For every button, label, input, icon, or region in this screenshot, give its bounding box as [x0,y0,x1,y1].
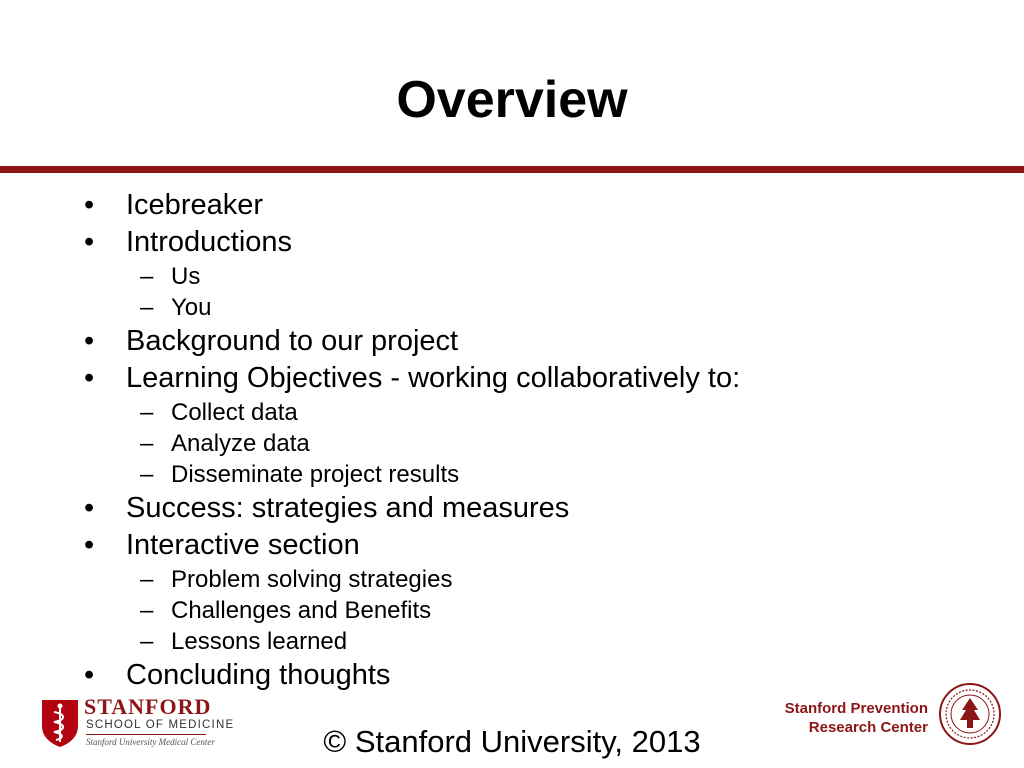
bullet-text: Background to our project [126,325,459,357]
sub-bullet-text: Lessons learned [171,628,348,655]
sub-bullet-text: Analyze data [171,430,310,457]
sub-bullet-item [82,627,982,656]
bullet-marker: • [84,659,95,691]
bullet-text: Learning Objectives - working collaboratively to: [126,362,741,394]
bullet-text: Interactive section [126,529,360,561]
dash-marker: – [140,566,154,593]
bullet-item [82,658,982,692]
dash-marker: – [140,430,154,457]
sub-bullet-text: You [171,294,212,321]
logo-school-text: SCHOOL OF MEDICINE [86,719,235,731]
bullet-marker: • [84,189,95,221]
bullet-text: Success: strategies and measures [126,492,570,524]
sub-bullet-text: Us [171,263,201,290]
bullet-text: Introductions [126,226,293,258]
sub-bullet-item [82,596,982,625]
bullet-item [82,225,982,259]
title-divider [0,166,1024,173]
dash-marker: – [140,597,154,624]
sub-bullet-item [82,565,982,594]
sub-bullet-item [82,293,982,322]
slide-title: Overview [396,71,628,129]
bullet-item [82,324,982,358]
dash-marker: – [140,294,154,321]
copyright-footer: © Stanford University, 2013 [323,724,701,759]
dash-marker: – [140,461,154,488]
bullet-item [82,528,982,562]
sub-bullet-item [82,262,982,291]
bullet-marker: • [84,529,95,561]
bullet-marker: • [84,362,95,394]
sub-bullet-text: Collect data [171,399,298,426]
bullet-marker: • [84,325,95,357]
sub-bullet-item [82,429,982,458]
stanford-university-seal-icon [938,682,1002,746]
prevention-center-line2: Research Center [808,719,928,736]
logo-medical-center-text: Stanford University Medical Center [86,737,215,747]
bullet-item [82,491,982,525]
bullet-item [82,361,982,395]
sub-bullet-text: Problem solving strategies [171,566,453,593]
bullet-list [82,188,982,695]
sub-bullet-text: Disseminate project results [171,461,460,488]
sub-bullet-text: Challenges and Benefits [171,597,432,624]
dash-marker: – [140,263,154,290]
bullet-text: Icebreaker [126,189,264,221]
logo-stanford-text: STANFORD [84,694,212,719]
dash-marker: – [140,628,154,655]
dash-marker: – [140,399,154,426]
sub-bullet-item [82,398,982,427]
bullet-item [82,188,982,222]
prevention-center-line1: Stanford Prevention [784,700,928,717]
bullet-marker: • [84,226,95,258]
bullet-marker: • [84,492,95,524]
bullet-text: Concluding thoughts [126,659,391,691]
sub-bullet-item [82,460,982,489]
prevention-center-logo [785,699,928,737]
